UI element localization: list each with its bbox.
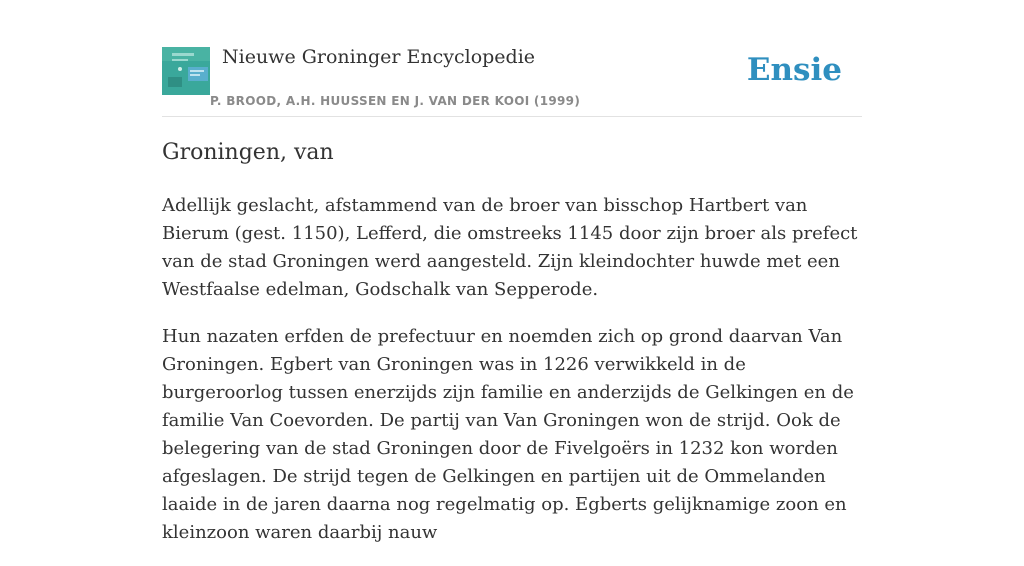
article-paragraph: Hun nazaten erfden de prefectuur en noemden zich op grond daarvan Van Groningen. Egbert van Groningen was in 1226 verwikkeld in de burgeroorlog tussen enerzijds zijn familie en anderzijds de Gelkingen en de familie Van Coevorden. De partij van Van Groningen won de strijd. Ook de belegering van de stad Groningen door de Fivelgoërs in 1232 kon worden afgeslagen. De strijd tegen de Gelkingen en partijen uit de Ommelanden laaide in de jaren daarna nog regelmatig op. Egberts gelijknamige zoon en kleinzoon waren daarbij nauw [162,326,854,543]
article-title: Groningen, van [162,140,334,165]
source-header [162,40,862,117]
ensie-logo[interactable]: Ensie [746,52,842,88]
book-authors: P. BROOD, A.H. HUUSSEN EN J. VAN DER KOOI (1999) [210,94,581,108]
article-paragraph: Adellijk geslacht, afstammend van de broer van bisschop Hartbert van Bierum (gest. 1150), Lefferd, die omstreeks 1145 door zijn broer als prefect van de stad Groningen werd aangesteld. Zijn kleindochter huwde met een Westfaalse edelman, Godschalk van Sepperode. [162,195,858,300]
book-title[interactable]: Nieuwe Groninger Encyclopedie [222,46,536,68]
book-cover-icon [162,47,210,95]
article-body [162,192,867,566]
book-cover-image[interactable] [162,47,210,95]
